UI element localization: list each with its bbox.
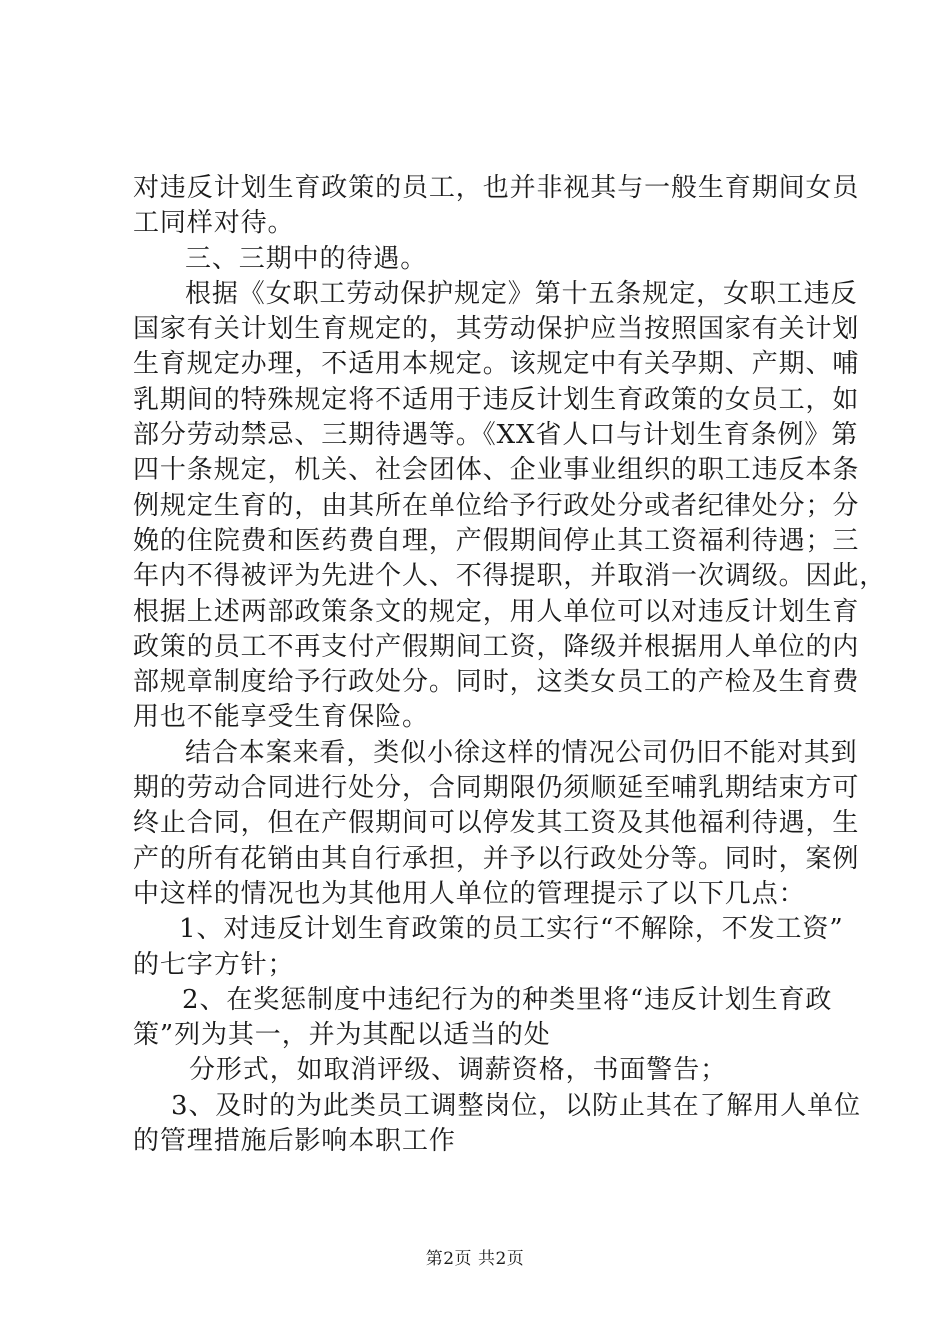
text-line: 策”列为其一，并为其配以适当的处 [133, 1020, 551, 1051]
text-line: 中这样的情况也为其他用人单位的管理提示了以下几点： [133, 878, 806, 909]
text-line: 工同样对待。 [133, 208, 295, 239]
text-line: 四十条规定，机关、社会团体、企业事业组织的职工违反本条 [133, 455, 860, 486]
text-line: 的七字方针； [133, 949, 295, 980]
list-item: 1、对违反计划生育政策的员工实行“不解除，不发工资” [179, 914, 844, 945]
text-line: 结合本案来看，类似小徐这样的情况公司仍旧不能对其到 [185, 737, 858, 768]
text-line: 乳期间的特殊规定将不适用于违反计划生育政策的女员工，如 [133, 384, 860, 415]
page-number: 第2页 共2页 [425, 1249, 525, 1269]
text-line: 部规章制度给予行政处分。同时，这类女员工的产检及生育费 [133, 667, 860, 698]
text-line: 生育规定办理，不适用本规定。该规定中有关孕期、产期、哺 [133, 349, 860, 380]
text-line: 年内不得被评为先进个人、不得提职，并取消一次调级。因此， [133, 561, 887, 592]
text-line: 终止合同，但在产假期间可以停发其工资及其他福利待遇，生 [133, 808, 860, 839]
text-line: 期的劳动合同进行处分，合同期限仍须顺延至哺乳期结束方可 [133, 773, 860, 804]
text-line: 根据《女职工劳动保护规定》第十五条规定，女职工违反 [185, 278, 858, 309]
text-line: 分形式，如取消评级、调薪资格，书面警告； [189, 1055, 728, 1086]
text-line: 部分劳动禁忌、三期待遇等。《XX省人口与计划生育条例》第 [133, 420, 859, 451]
text-line: 娩的住院费和医药费自理，产假期间停止其工资福利待遇；三 [133, 525, 860, 556]
text-line: 例规定生育的，由其所在单位给予行政处分或者纪律处分；分 [133, 490, 860, 521]
text-line: 根据上述两部政策条文的规定，用人单位可以对违反计划生育 [133, 596, 860, 627]
body-text [133, 171, 887, 1159]
list-item: 2、在奖惩制度中违纪行为的种类里将“违反计划生育政 [182, 984, 833, 1015]
text-line: 国家有关计划生育规定的，其劳动保护应当按照国家有关计划 [133, 314, 860, 345]
section-heading: 三、三期中的待遇。 [185, 243, 428, 274]
text-line: 的管理措施后影响本职工作 [133, 1126, 456, 1157]
text-line: 政策的员工不再支付产假期间工资，降级并根据用人单位的内 [133, 631, 860, 662]
text-line: 用也不能享受生育保险。 [133, 702, 429, 733]
text-line: 对违反计划生育政策的员工，也并非视其与一般生育期间女员 [133, 173, 860, 203]
text-line: 产的所有花销由其自行承担，并予以行政处分等。同时，案例 [133, 843, 860, 874]
list-item: 3、及时的为此类员工调整岗位，以防止其在了解用人单位 [171, 1090, 861, 1121]
